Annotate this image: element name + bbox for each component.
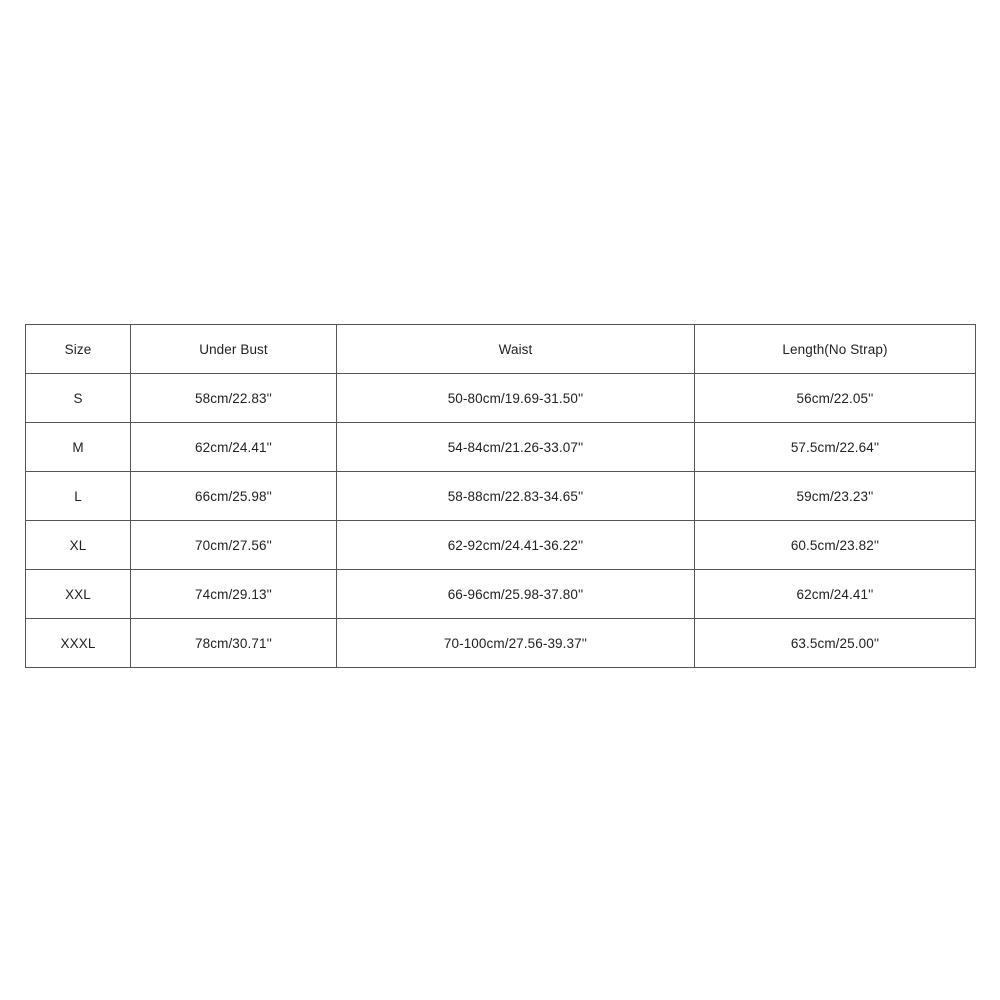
header-length: Length(No Strap) — [695, 325, 976, 374]
cell-waist: 62-92cm/24.41-36.22'' — [337, 521, 695, 570]
cell-under-bust: 78cm/30.71'' — [131, 619, 337, 668]
cell-size: L — [26, 472, 131, 521]
header-under-bust: Under Bust — [131, 325, 337, 374]
cell-waist: 66-96cm/25.98-37.80'' — [337, 570, 695, 619]
cell-under-bust: 70cm/27.56'' — [131, 521, 337, 570]
header-waist: Waist — [337, 325, 695, 374]
table-row — [26, 570, 976, 619]
header-row — [26, 325, 976, 374]
header-size: Size — [26, 325, 131, 374]
cell-length: 59cm/23.23'' — [695, 472, 976, 521]
cell-waist: 50-80cm/19.69-31.50'' — [337, 374, 695, 423]
cell-length: 62cm/24.41'' — [695, 570, 976, 619]
table-row — [26, 374, 976, 423]
table-row — [26, 521, 976, 570]
cell-size: M — [26, 423, 131, 472]
cell-size: XXXL — [26, 619, 131, 668]
table-row — [26, 423, 976, 472]
cell-under-bust: 66cm/25.98'' — [131, 472, 337, 521]
cell-under-bust: 58cm/22.83'' — [131, 374, 337, 423]
cell-length: 60.5cm/23.82'' — [695, 521, 976, 570]
size-chart-header — [26, 325, 976, 374]
cell-under-bust: 74cm/29.13'' — [131, 570, 337, 619]
cell-waist: 58-88cm/22.83-34.65'' — [337, 472, 695, 521]
size-chart-table — [25, 324, 976, 668]
cell-size: S — [26, 374, 131, 423]
cell-under-bust: 62cm/24.41'' — [131, 423, 337, 472]
size-chart-body — [26, 374, 976, 668]
cell-length: 57.5cm/22.64'' — [695, 423, 976, 472]
table-row — [26, 472, 976, 521]
cell-waist: 70-100cm/27.56-39.37'' — [337, 619, 695, 668]
cell-waist: 54-84cm/21.26-33.07'' — [337, 423, 695, 472]
cell-length: 63.5cm/25.00'' — [695, 619, 976, 668]
cell-size: XXL — [26, 570, 131, 619]
cell-length: 56cm/22.05'' — [695, 374, 976, 423]
table-row — [26, 619, 976, 668]
cell-size: XL — [26, 521, 131, 570]
